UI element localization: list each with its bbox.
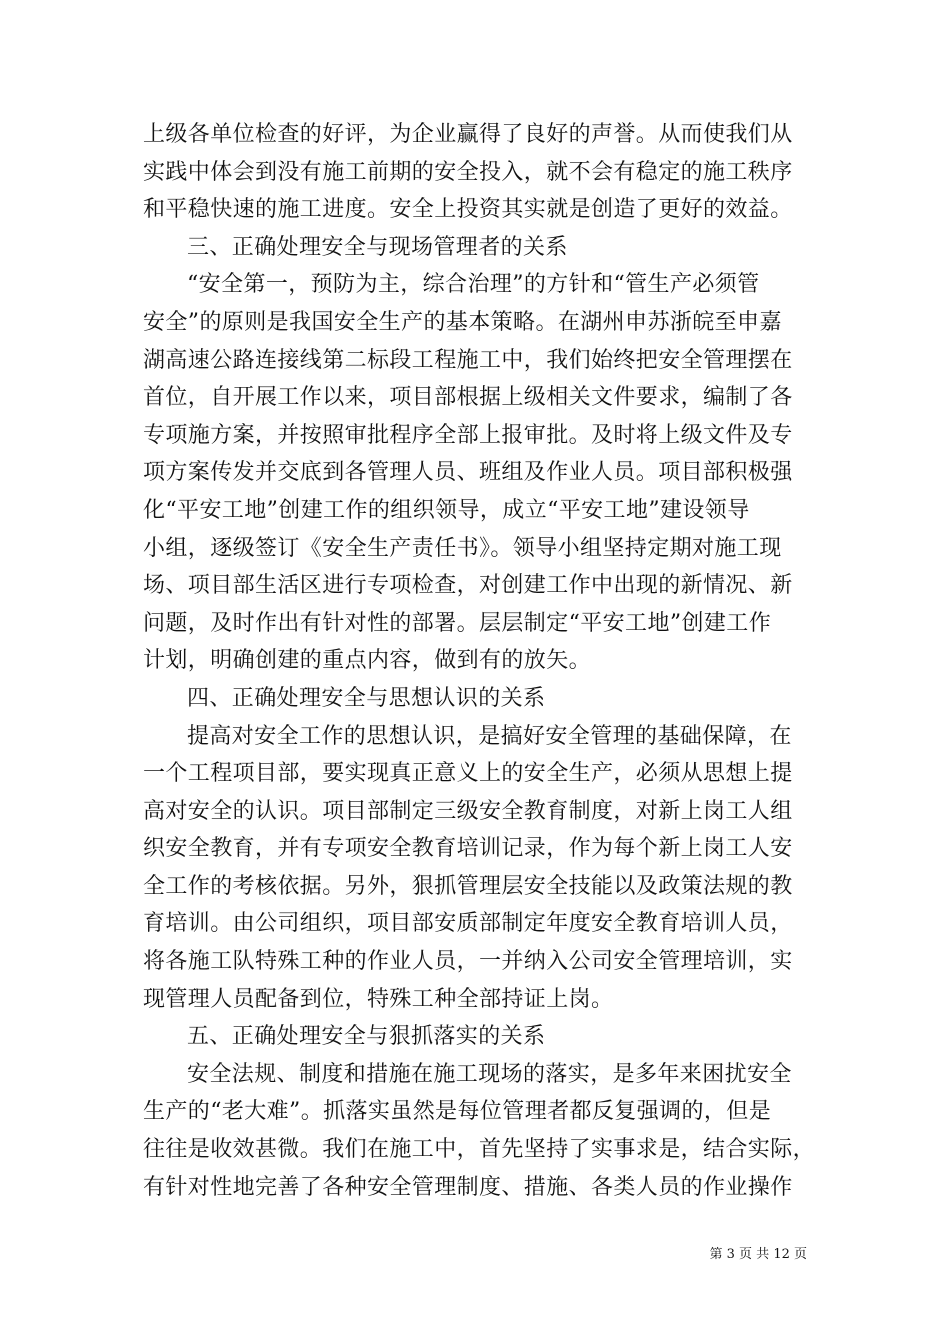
section-heading-4: 四、正确处理安全与思想认识的关系 bbox=[187, 685, 546, 711]
text-line: 高对安全的认识。项目部制定三级安全教育制度，对新上岗工人组 bbox=[143, 798, 793, 824]
section-heading-3: 三、正确处理安全与现场管理者的关系 bbox=[187, 234, 568, 260]
text-line: 一个工程项目部，要实现真正意义上的安全生产，必须从思想上提 bbox=[143, 761, 793, 787]
text-line: 专项施方案，并按照审批程序全部上报审批。及时将上级文件及专 bbox=[143, 422, 793, 448]
text-line: 和平稳快速的施工进度。安全上投资其实就是创造了更好的效益。 bbox=[143, 197, 793, 223]
text-line: 计划，明确创建的重点内容，做到有的放矢。 bbox=[143, 648, 592, 674]
section-heading-5: 五、正确处理安全与狠抓落实的关系 bbox=[187, 1024, 546, 1050]
text-line: 生产的“老大难”。抓落实虽然是每位管理者都反复强调的，但是 bbox=[143, 1099, 772, 1125]
text-line: 将各施工队特殊工种的作业人员，一并纳入公司安全管理培训，实 bbox=[143, 949, 793, 975]
text-line: 全工作的考核依据。另外，狠抓管理层安全技能以及政策法规的教 bbox=[143, 873, 793, 899]
text-line: 往往是收效甚微。我们在施工中，首先坚持了实事求是，结合实际， bbox=[143, 1137, 816, 1163]
text-line: 项方案传发并交底到各管理人员、班组及作业人员。项目部积极强 bbox=[143, 460, 793, 486]
text-line: 场、项目部生活区进行专项检查，对创建工作中出现的新情况、新 bbox=[143, 573, 793, 599]
paragraph-start: 安全法规、制度和措施在施工现场的落实，是多年来困扰安全 bbox=[187, 1061, 792, 1087]
text-line: 有针对性地完善了各种安全管理制度、措施、各类人员的作业操作 bbox=[143, 1174, 793, 1200]
page-number-label: 第 3 页 共 12 页 bbox=[709, 1247, 807, 1262]
body-text bbox=[143, 116, 816, 1206]
text-line: 安全”的原则是我国安全生产的基本策略。在湖州申苏浙皖至申嘉 bbox=[143, 309, 782, 335]
text-line: 问题，及时作出有针对性的部署。层层制定“平安工地”创建工作 bbox=[143, 610, 772, 636]
text-line: 育培训。由公司组织，项目部安质部制定年度安全教育培训人员， bbox=[143, 911, 793, 937]
text-line: 小组，逐级签订《安全生产责任书》。领导小组坚持定期对施工现 bbox=[143, 535, 782, 561]
text-line: 实践中体会到没有施工前期的安全投入，就不会有稳定的施工秩序 bbox=[143, 159, 793, 185]
text-line: 上级各单位检查的好评，为企业赢得了良好的声誉。从而使我们从 bbox=[143, 122, 793, 147]
page-footer bbox=[710, 1247, 807, 1263]
paragraph-start: 提高对安全工作的思想认识，是搞好安全管理的基础保障，在 bbox=[187, 723, 792, 749]
paragraph-start: “安全第一，预防为主，综合治理”的方针和“管生产必须管 bbox=[187, 272, 760, 298]
text-line: 化“平安工地”创建工作的组织领导，成立“平安工地”建设领导 bbox=[143, 497, 750, 523]
text-line: 现管理人员配备到位，特殊工种全部持证上岗。 bbox=[143, 986, 614, 1012]
text-line: 织安全教育，并有专项安全教育培训记录，作为每个新上岗工人安 bbox=[143, 836, 793, 862]
text-line: 首位，自开展工作以来，项目部根据上级相关文件要求，编制了各 bbox=[143, 385, 793, 411]
text-line: 湖高速公路连接线第二标段工程施工中，我们始终把安全管理摆在 bbox=[143, 347, 793, 373]
